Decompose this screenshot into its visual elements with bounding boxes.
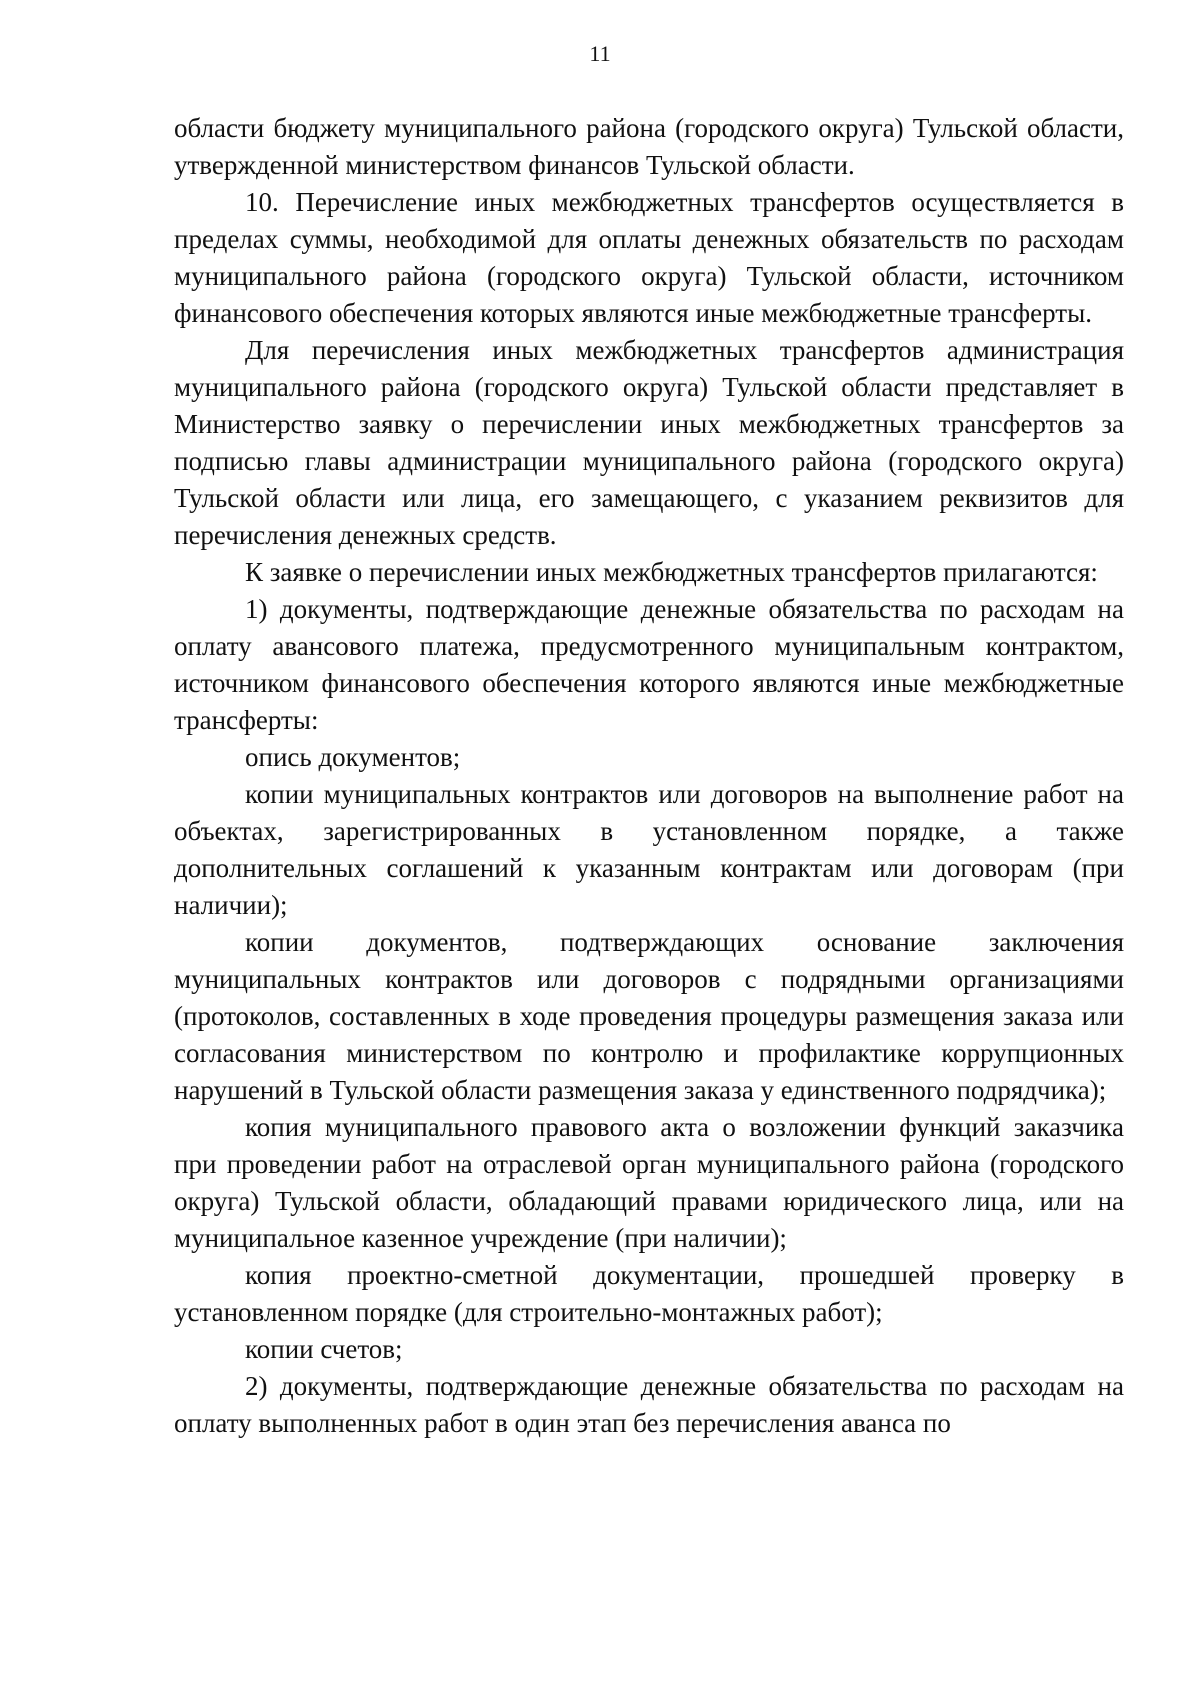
paragraph-list-item-1: 1) документы, подтверждающие денежные обязательства по расходам на оплату авансового платежа, предусмотренного муниципальным контрактом, источником финансового обеспечения которого являются иные межбюджетные трансферты: <box>174 594 1124 735</box>
document-body <box>174 110 1124 1442</box>
paragraph-application: Для перечисления иных межбюджетных трансфертов администрация муниципального района (городского округа) Тульской области представляет в Министерство заявку о перечислении иных межбюджетных трансфертов за подписью главы администрации муниципального района (городского округа) Тульской области или лица, его замещающего, с указанием реквизитов для перечисления денежных средств. <box>174 335 1124 550</box>
paragraph-basis-documents: копии документов, подтверждающих основание заключения муниципальных контрактов или договоров с подрядными организациями (протоколов, составленных в ходе проведения процедуры размещения заказа или согласования министерством по контролю и профилактике коррупционных нарушений в Тульской области размещения заказа у единственного подрядчика); <box>174 927 1124 1105</box>
paragraph-attachments-intro: К заявке о перечислении иных межбюджетных трансфертов прилагаются: <box>245 557 1098 587</box>
paragraph-item-10: 10. Перечисление иных межбюджетных трансфертов осуществляется в пределах суммы, необходимой для оплаты денежных обязательств по расходам муниципального района (городского округа) Тульской области, источником финансового обеспечения которых являются иные межбюджетные трансферты. <box>174 187 1124 328</box>
page-number: 11 <box>589 41 611 66</box>
paragraph-list-item-2: 2) документы, подтверждающие денежные обязательства по расходам на оплату выполненных работ в один этап без перечисления аванса по <box>174 1371 1124 1438</box>
paragraph-design-docs: копия проектно-сметной документации, прошедшей проверку в установленном порядке (для строительно-монтажных работ); <box>174 1260 1124 1327</box>
paragraph-invoices: копии счетов; <box>245 1334 403 1364</box>
paragraph-continuation: области бюджету муниципального района (городского округа) Тульской области, утвержденной министерством финансов Тульской области. <box>174 113 1124 180</box>
paragraph-inventory: опись документов; <box>245 742 461 772</box>
paragraph-legal-act: копия муниципального правового акта о возложении функций заказчика при проведении работ на отраслевой орган муниципального района (городского округа) Тульской области, обладающий правами юридического лица, или на муниципальное казенное учреждение (при наличии); <box>174 1112 1124 1253</box>
paragraph-contract-copies: копии муниципальных контрактов или договоров на выполнение работ на объектах, зарегистрированных в установленном порядке, а также дополнительных соглашений к указанным контрактам или договорам (при наличии); <box>174 779 1124 920</box>
